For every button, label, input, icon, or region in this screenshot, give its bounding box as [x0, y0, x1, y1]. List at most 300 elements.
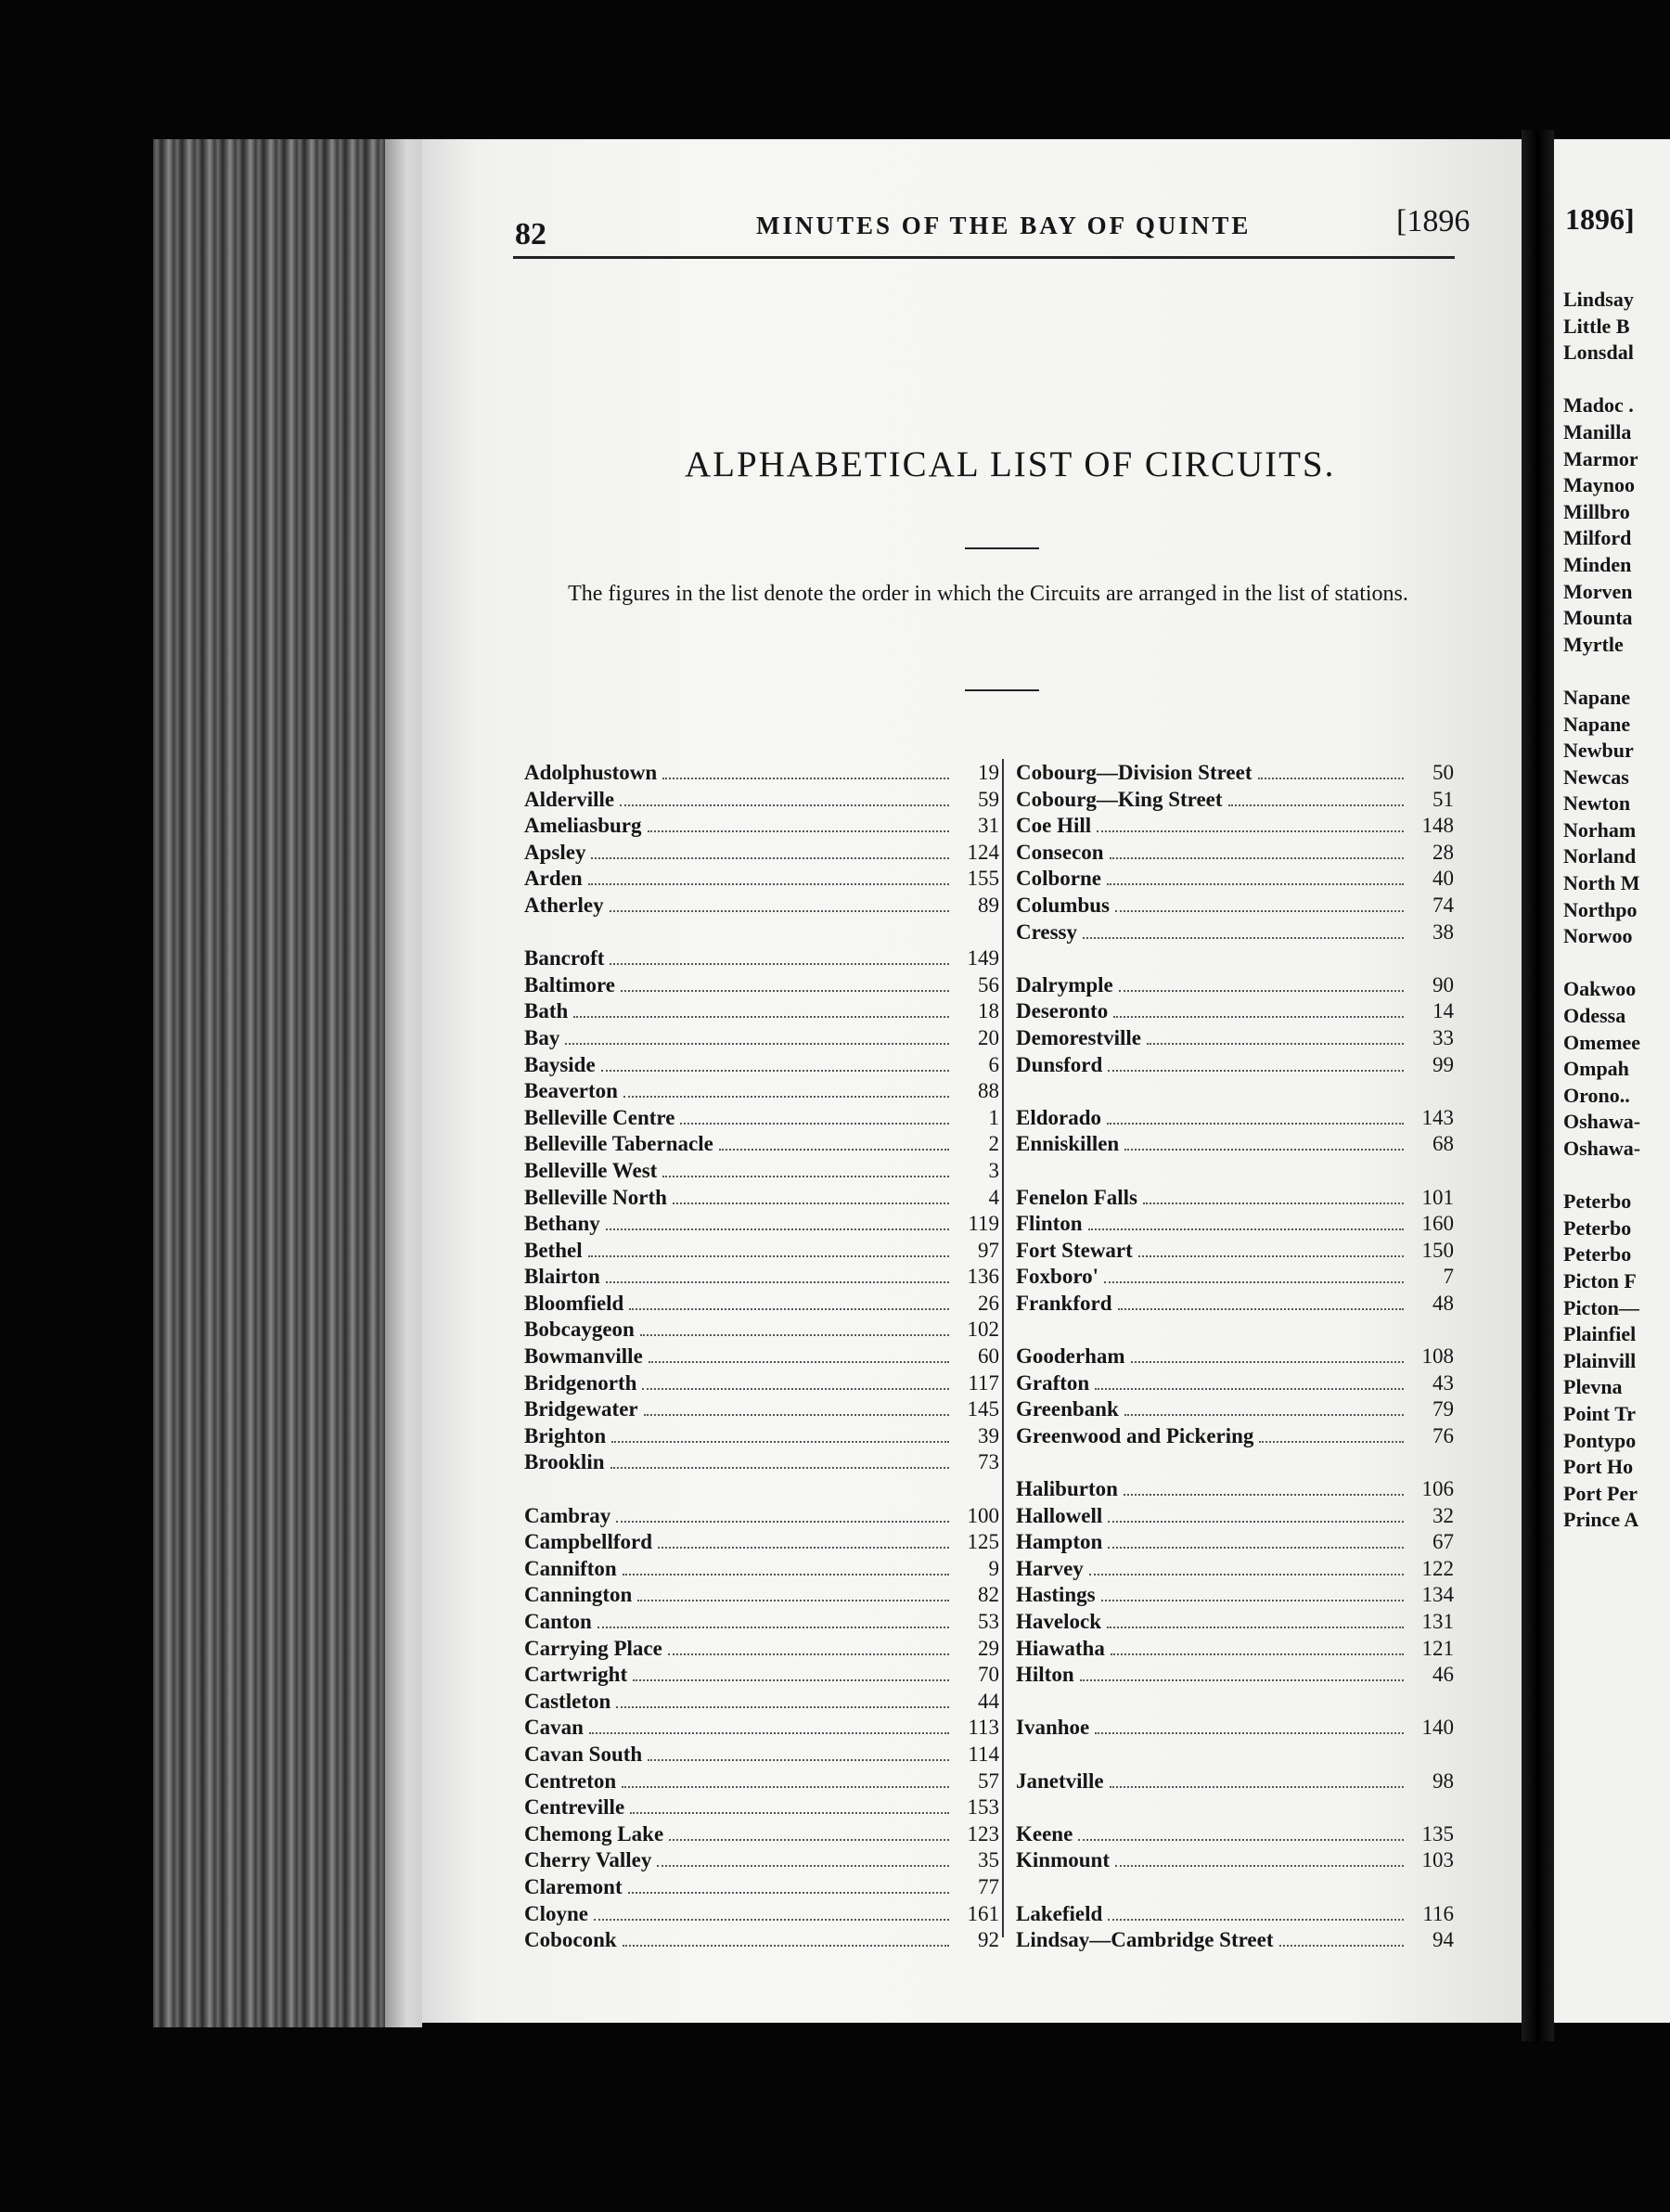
- circuit-name: Flinton: [1016, 1212, 1083, 1236]
- facing-page-entry: Newbur: [1563, 739, 1634, 763]
- circuit-number: 77: [978, 1874, 999, 1898]
- dot-leader: [1258, 778, 1405, 779]
- dot-leader: [1095, 1732, 1404, 1734]
- dot-leader: [1097, 830, 1404, 832]
- circuit-number: 44: [978, 1689, 999, 1713]
- dot-leader: [1115, 1865, 1404, 1867]
- circuit-name: Cobourg—King Street: [1016, 787, 1223, 811]
- section-gap: [1016, 1690, 1454, 1717]
- circuit-entry: [524, 1212, 999, 1239]
- circuit-number: 51: [1432, 787, 1454, 811]
- facing-page-fragment: [1554, 139, 1670, 2023]
- dot-leader: [1107, 1123, 1404, 1125]
- circuit-entry: [524, 1450, 999, 1477]
- circuit-entry: [1016, 1848, 1454, 1875]
- circuit-name: Claremont: [524, 1874, 623, 1898]
- facing-page-entry: Peterbo: [1563, 1190, 1632, 1214]
- circuit-name: Chemong Lake: [524, 1821, 664, 1845]
- circuit-entry: [524, 946, 999, 973]
- title-rule: [965, 547, 1039, 549]
- circuit-entry: [524, 1397, 999, 1424]
- circuit-name: Cloyne: [524, 1901, 588, 1925]
- circuit-entry: [1016, 1186, 1454, 1213]
- circuit-name: Belleville Tabernacle: [524, 1132, 713, 1156]
- circuit-name: Foxboro': [1016, 1265, 1099, 1289]
- circuit-number: 161: [967, 1901, 999, 1925]
- circuit-entry: [524, 1186, 999, 1213]
- facing-page-entry: Milford: [1563, 526, 1632, 550]
- dot-leader: [1124, 1494, 1404, 1496]
- circuit-name: Arden: [524, 867, 583, 891]
- circuit-name: Eldorado: [1016, 1105, 1102, 1129]
- circuit-number: 102: [967, 1318, 999, 1342]
- facing-page-entry: Napane: [1563, 685, 1631, 709]
- facing-page-entry: [1563, 659, 1640, 686]
- circuit-name: Dalrymple: [1016, 972, 1113, 997]
- dot-leader: [629, 1308, 949, 1310]
- facing-page-entry: Picton—: [1563, 1295, 1639, 1319]
- circuit-name: Hampton: [1016, 1530, 1103, 1554]
- facing-page-entry: Manilla: [1563, 419, 1632, 444]
- circuit-number: 90: [1432, 972, 1454, 997]
- circuit-entry: [1016, 1504, 1454, 1531]
- circuit-number: 123: [967, 1821, 999, 1845]
- circuit-name: Fenelon Falls: [1016, 1185, 1137, 1209]
- circuit-entry: [524, 1583, 999, 1610]
- facing-page-entry: Norland: [1563, 844, 1637, 868]
- circuit-number: 136: [967, 1265, 999, 1289]
- circuit-entry: [524, 1822, 999, 1849]
- circuit-entry: [524, 1318, 999, 1344]
- circuit-entry: [524, 1344, 999, 1371]
- facing-page-entry: North M: [1563, 871, 1640, 895]
- facing-page-entry: Port Per: [1563, 1481, 1638, 1505]
- facing-page-entry: Plainvill: [1563, 1348, 1637, 1372]
- dot-leader: [642, 1388, 949, 1390]
- dot-leader: [640, 1334, 949, 1336]
- facing-page-entry: Plainfiel: [1563, 1322, 1637, 1346]
- circuit-number: 59: [978, 787, 999, 811]
- circuit-number: 74: [1432, 893, 1454, 917]
- circuit-name: Harvey: [1016, 1556, 1084, 1580]
- circuit-number: 98: [1432, 1768, 1454, 1793]
- circuit-name: Enniskillen: [1016, 1132, 1120, 1156]
- circuit-number: 135: [1421, 1821, 1454, 1845]
- dot-leader: [673, 1202, 949, 1204]
- dot-leader: [1108, 1919, 1404, 1921]
- circuit-entry: [524, 814, 999, 841]
- dot-leader: [1138, 1255, 1404, 1257]
- facing-page-entry: Maynoo: [1563, 473, 1635, 497]
- circuit-number: 116: [1422, 1901, 1454, 1925]
- circuit-entry: [1016, 1557, 1454, 1584]
- circuit-name: Colborne: [1016, 867, 1101, 891]
- dot-leader: [1108, 1070, 1404, 1072]
- circuit-number: 4: [988, 1185, 999, 1209]
- circuit-entry: [524, 1769, 999, 1796]
- circuit-entry: [1016, 1026, 1454, 1053]
- facing-page-entry: Norham: [1563, 817, 1637, 842]
- circuit-name: Castleton: [524, 1689, 611, 1713]
- circuit-entry: [524, 1530, 999, 1557]
- dot-leader: [657, 1865, 949, 1867]
- circuit-entry: [1016, 1265, 1454, 1292]
- facing-page-entry: Minden: [1563, 552, 1632, 576]
- circuit-name: Gooderham: [1016, 1344, 1125, 1369]
- dot-leader: [1080, 1679, 1404, 1681]
- circuit-entry: [524, 1848, 999, 1875]
- circuit-name: Bath: [524, 999, 569, 1023]
- circuit-number: 73: [978, 1450, 999, 1474]
- circuit-name: Bay: [524, 1025, 560, 1049]
- section-gap: [1016, 1875, 1454, 1902]
- circuit-name: Havelock: [1016, 1610, 1101, 1633]
- circuit-name: Cambray: [524, 1503, 611, 1527]
- circuit-number: 143: [1421, 1105, 1454, 1129]
- circuit-name: Atherley: [524, 893, 604, 917]
- circuit-entry: [524, 1371, 999, 1398]
- circuit-entry: [1016, 1132, 1454, 1159]
- circuit-entry: [1016, 920, 1454, 947]
- dot-leader: [1107, 883, 1404, 885]
- circuit-entry: [1016, 894, 1454, 920]
- dot-leader: [1143, 1202, 1404, 1204]
- circuit-name: Apsley: [524, 840, 586, 864]
- circuit-name: Deseronto: [1016, 999, 1109, 1023]
- dot-leader: [621, 990, 949, 992]
- dot-leader: [589, 1732, 949, 1734]
- circuit-entry: [1016, 1769, 1454, 1796]
- circuit-number: 149: [967, 946, 999, 971]
- circuit-number: 31: [978, 814, 999, 838]
- circuit-number: 140: [1421, 1716, 1454, 1740]
- circuit-name: Cavan: [524, 1716, 584, 1740]
- circuit-entry: [524, 761, 999, 788]
- circuit-entry: [524, 1026, 999, 1053]
- dot-leader: [668, 1653, 949, 1655]
- facing-page-entry: Pontypo: [1563, 1428, 1637, 1452]
- circuit-entry: [1016, 1902, 1454, 1929]
- circuit-name: Canton: [524, 1610, 592, 1633]
- dot-leader: [573, 1016, 949, 1018]
- dot-leader: [601, 1070, 949, 1072]
- circuit-number: 57: [978, 1768, 999, 1793]
- facing-page-entry: Omemee: [1563, 1030, 1641, 1054]
- dot-leader: [623, 1945, 949, 1947]
- circuit-name: Cannington: [524, 1583, 633, 1607]
- dot-leader: [1110, 857, 1404, 859]
- circuit-entry: [1016, 1106, 1454, 1133]
- circuit-number: 121: [1421, 1636, 1454, 1660]
- circuit-number: 28: [1432, 840, 1454, 864]
- circuit-number: 67: [1432, 1530, 1454, 1554]
- circuit-name: Brighton: [524, 1423, 607, 1447]
- dot-leader: [611, 1441, 949, 1443]
- circuit-number: 153: [967, 1795, 999, 1820]
- dot-leader: [628, 1892, 949, 1894]
- section-gap: [524, 920, 999, 947]
- circuit-entry: [1016, 1212, 1454, 1239]
- facing-page-entry: Lindsay: [1563, 288, 1634, 311]
- circuit-name: Belleville North: [524, 1185, 667, 1209]
- circuit-name: Grafton: [1016, 1370, 1090, 1395]
- facing-page-entry: Myrtle: [1563, 632, 1624, 656]
- circuit-entry: [524, 894, 999, 920]
- circuit-number: 29: [978, 1636, 999, 1660]
- dot-leader: [1228, 804, 1404, 806]
- circuit-name: Carrying Place: [524, 1636, 662, 1660]
- circuit-number: 97: [978, 1238, 999, 1262]
- circuit-entry: [524, 1795, 999, 1822]
- circuit-entry: [524, 1504, 999, 1531]
- dot-leader: [680, 1123, 949, 1125]
- circuit-list-left-column: [524, 761, 999, 1955]
- circuit-name: Belleville West: [524, 1158, 658, 1182]
- circuit-number: 9: [988, 1556, 999, 1580]
- circuit-entry: [1016, 1583, 1454, 1610]
- circuit-name: Beaverton: [524, 1079, 618, 1103]
- circuit-entry: [1016, 999, 1454, 1026]
- circuit-number: 3: [988, 1158, 999, 1182]
- circuit-number: 92: [978, 1928, 999, 1952]
- circuit-number: 33: [1432, 1025, 1454, 1049]
- circuit-number: 2: [988, 1132, 999, 1156]
- facing-page-entry: Madoc .: [1563, 393, 1634, 418]
- circuit-number: 160: [1421, 1212, 1454, 1236]
- circuit-entry: [524, 841, 999, 868]
- circuit-name: Bethany: [524, 1212, 600, 1236]
- circuit-name: Demorestville: [1016, 1025, 1141, 1049]
- circuit-entry: [524, 788, 999, 815]
- circuit-entry: [524, 1557, 999, 1584]
- circuit-entry: [524, 1743, 999, 1769]
- circuit-number: 125: [967, 1530, 999, 1554]
- dot-leader: [1088, 1228, 1404, 1230]
- left-page: [422, 139, 1522, 2023]
- circuit-name: Coe Hill: [1016, 814, 1092, 838]
- section-gap: [1016, 1159, 1454, 1186]
- circuit-name: Janetville: [1016, 1768, 1104, 1793]
- circuit-entry: [524, 1928, 999, 1955]
- circuit-number: 99: [1432, 1052, 1454, 1076]
- circuit-entry: [1016, 1477, 1454, 1504]
- dot-leader: [1107, 1627, 1404, 1628]
- dot-leader: [594, 1919, 949, 1921]
- facing-page-entry: [1563, 367, 1640, 394]
- circuit-name: Bobcaygeon: [524, 1318, 635, 1342]
- circuit-name: Bridgenorth: [524, 1370, 637, 1395]
- section-gap: [1016, 1450, 1454, 1477]
- dot-leader: [658, 1547, 949, 1549]
- facing-page-entry: Morven: [1563, 579, 1633, 603]
- circuit-name: Kinmount: [1016, 1848, 1110, 1872]
- facing-page-entry: Oshawa-: [1563, 1110, 1641, 1134]
- circuit-entry: [524, 1690, 999, 1717]
- dot-leader: [633, 1679, 949, 1681]
- facing-page-entry: Little B: [1563, 314, 1630, 338]
- circuit-entry: [1016, 1397, 1454, 1424]
- circuit-number: 43: [1432, 1370, 1454, 1395]
- dot-leader: [1124, 1414, 1404, 1416]
- facing-page-entry: Newton: [1563, 791, 1631, 816]
- dot-leader: [1147, 1043, 1404, 1045]
- facing-page-entry: Northpo: [1563, 897, 1638, 921]
- dot-leader: [610, 963, 949, 965]
- section-gap: [1016, 1795, 1454, 1822]
- facing-page-entry: Peterbo: [1563, 1215, 1632, 1240]
- circuit-name: Centreville: [524, 1795, 625, 1820]
- circuit-number: 108: [1421, 1344, 1454, 1369]
- circuit-entry: [524, 1159, 999, 1186]
- facing-page-entry: Oshawa-: [1563, 1137, 1641, 1160]
- list-title: ALPHABETICAL LIST OF CIRCUITS.: [685, 444, 1336, 484]
- circuit-entry: [1016, 814, 1454, 841]
- circuit-name: Bancroft: [524, 946, 605, 971]
- circuit-name: Brooklin: [524, 1450, 605, 1474]
- circuit-name: Greenwood and Pickering: [1016, 1423, 1254, 1447]
- circuit-entry: [524, 1265, 999, 1292]
- circuit-name: Bethel: [524, 1238, 583, 1262]
- circuit-entry: [524, 1716, 999, 1743]
- facing-page-entry: Napane: [1563, 712, 1631, 736]
- circuit-number: 14: [1432, 999, 1454, 1023]
- circuit-number: 103: [1421, 1848, 1454, 1872]
- circuit-entry: [1016, 1239, 1454, 1266]
- circuit-number: 114: [968, 1742, 999, 1766]
- dot-leader: [1111, 1653, 1404, 1655]
- circuit-name: Dunsford: [1016, 1052, 1103, 1076]
- circuit-entry: [1016, 1053, 1454, 1080]
- circuit-number: 60: [978, 1344, 999, 1369]
- circuit-number: 26: [978, 1291, 999, 1315]
- facing-page-entry: Mounta: [1563, 606, 1633, 630]
- dot-leader: [1108, 1521, 1404, 1523]
- circuit-entry: [524, 1106, 999, 1133]
- circuit-entry: [1016, 1928, 1454, 1955]
- circuit-name: Hastings: [1016, 1583, 1096, 1607]
- circuit-number: 150: [1421, 1238, 1454, 1262]
- circuit-entry: [1016, 1822, 1454, 1849]
- dot-leader: [620, 804, 949, 806]
- circuit-name: Lakefield: [1016, 1901, 1103, 1925]
- circuit-name: Lindsay—Cambridge Street: [1016, 1928, 1274, 1952]
- section-gap: [1016, 1079, 1454, 1106]
- circuit-entry: [1016, 1663, 1454, 1690]
- section-gap: [524, 1477, 999, 1504]
- circuit-name: Consecon: [1016, 840, 1104, 864]
- facing-page-entry: [1563, 951, 1640, 978]
- circuit-number: 79: [1432, 1397, 1454, 1421]
- circuit-number: 48: [1432, 1291, 1454, 1315]
- circuit-number: 131: [1421, 1610, 1454, 1633]
- dot-leader: [588, 1255, 949, 1257]
- book-page-edges: [153, 139, 422, 2027]
- facing-page-entry: Point Tr: [1563, 1401, 1637, 1425]
- facing-page-entry: Port Ho: [1563, 1455, 1634, 1479]
- facing-page-entry: Millbro: [1563, 499, 1630, 523]
- dot-leader: [606, 1281, 949, 1283]
- circuit-number: 145: [967, 1397, 999, 1421]
- section-gap: [1016, 946, 1454, 973]
- circuit-entry: [1016, 1424, 1454, 1451]
- dot-leader: [648, 1759, 949, 1761]
- circuit-number: 117: [968, 1370, 999, 1395]
- page-number: 82: [515, 217, 546, 251]
- circuit-entry: [1016, 1371, 1454, 1398]
- circuit-name: Hiawatha: [1016, 1636, 1105, 1660]
- circuit-entry: [1016, 1292, 1454, 1318]
- running-title: MINUTES OF THE BAY OF QUINTE: [756, 212, 1252, 239]
- circuit-number: 68: [1432, 1132, 1454, 1156]
- dot-leader: [597, 1627, 949, 1628]
- dot-leader: [669, 1839, 949, 1841]
- dot-leader: [1119, 990, 1404, 992]
- dot-leader: [588, 883, 949, 885]
- circuit-entry: [524, 1239, 999, 1266]
- circuit-number: 113: [968, 1716, 999, 1740]
- circuit-name: Cherry Valley: [524, 1848, 652, 1872]
- facing-page-entry: Newcas: [1563, 765, 1629, 789]
- circuit-number: 119: [968, 1212, 999, 1236]
- circuit-entry: [524, 1292, 999, 1318]
- facing-page-entry: Oakwoo: [1563, 977, 1637, 1001]
- dot-leader: [1089, 1574, 1404, 1575]
- circuit-number: 88: [978, 1079, 999, 1103]
- circuit-name: Belleville Centre: [524, 1105, 675, 1129]
- circuit-entry: [524, 999, 999, 1026]
- dot-leader: [1115, 910, 1404, 912]
- section-gap: [1016, 1743, 1454, 1769]
- circuit-name: Fort Stewart: [1016, 1238, 1133, 1262]
- facing-page-entry: Orono..: [1563, 1083, 1630, 1107]
- circuit-number: 124: [967, 840, 999, 864]
- dot-leader: [719, 1149, 949, 1151]
- circuit-number: 89: [978, 893, 999, 917]
- circuit-entry: [1016, 867, 1454, 894]
- dot-leader: [616, 1521, 949, 1523]
- circuit-name: Ivanhoe: [1016, 1716, 1090, 1740]
- circuit-number: 6: [988, 1052, 999, 1076]
- facing-page-entry: [1563, 1164, 1640, 1190]
- circuit-number: 70: [978, 1663, 999, 1687]
- circuit-name: Blairton: [524, 1265, 600, 1289]
- dot-leader: [610, 910, 949, 912]
- dot-leader: [623, 1096, 949, 1098]
- circuit-entry: [1016, 788, 1454, 815]
- circuit-entry: [524, 1053, 999, 1080]
- dot-leader: [1101, 1600, 1404, 1601]
- circuit-entry: [524, 1637, 999, 1664]
- dot-leader: [1108, 1547, 1404, 1549]
- facing-page-year: 1896]: [1565, 202, 1635, 236]
- dot-leader: [637, 1600, 949, 1601]
- dot-leader: [622, 1786, 949, 1788]
- intro-text: The figures in the list denote the order in which the Circuits are arranged in the list of stations.: [568, 582, 1408, 606]
- facing-page-entry: Plevna: [1563, 1375, 1623, 1399]
- circuit-number: 148: [1421, 814, 1454, 838]
- circuit-name: Baltimore: [524, 972, 615, 997]
- circuit-number: 56: [978, 972, 999, 997]
- circuit-list-right-column: [1016, 761, 1454, 1955]
- facing-page-entry: Marmor: [1563, 446, 1638, 470]
- circuit-number: 38: [1432, 920, 1454, 944]
- column-divider: [1002, 759, 1004, 1937]
- intro-rule: [965, 689, 1039, 691]
- dot-leader: [591, 857, 949, 859]
- circuit-name: Cobourg—Division Street: [1016, 761, 1252, 784]
- header-rule: [513, 256, 1455, 259]
- circuit-number: 19: [978, 761, 999, 784]
